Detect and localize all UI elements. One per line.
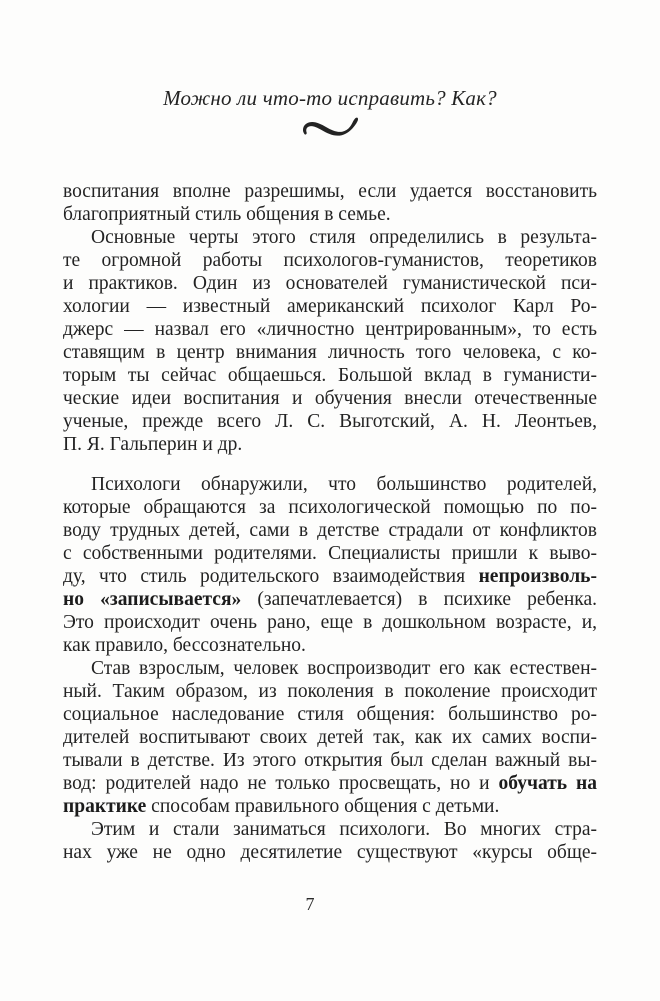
paragraph <box>63 473 597 657</box>
text-line: социальное наследование стиля общения: большинство ро- <box>63 704 597 725</box>
text-line: ный. Таким образом, из поколения в поколение происходит <box>63 681 597 702</box>
text-line: П. Я. Гальперин и др. <box>63 434 243 455</box>
text-line: торым ты сейчас общаешься. Большой вклад в гуманисти- <box>63 365 597 386</box>
text-line: благоприятный стиль общения в семье. <box>63 204 391 225</box>
text-line: с собственными родителями. Специалисты пришли к выво- <box>63 543 597 564</box>
text-line: Это происходит очень рано, еще в дошкольном возрасте, и, <box>63 612 597 633</box>
text-line: ученые, прежде всего Л. С. Выготский, А. Н. Леонтьев, <box>63 411 597 432</box>
text-line: но «записывается» (запечатлевается) в психике ребенка. <box>63 589 598 610</box>
text-line: ду, что стиль родительского взаимодействия непроизволь- <box>63 566 597 587</box>
text-line: Этим и стали заниматься психологи. Во многих стра- <box>91 819 597 840</box>
text-line: хологии — известный американский психолог Карл Ро- <box>63 296 597 317</box>
page-number: 7 <box>305 894 315 914</box>
paragraph <box>63 657 597 818</box>
running-head: Можно ли что-то исправить? Как? <box>163 86 497 110</box>
text-line: джерс — назвал его «личностно центрированным», то есть <box>63 319 597 340</box>
text-line: ческие идеи воспитания и обучения внесли отечественные <box>63 388 597 409</box>
text-line: дителей воспитывают своих детей так, как их самих воспи- <box>63 727 597 748</box>
text-line: вод: родителей надо не только просвещать, но и обучать на <box>63 773 597 794</box>
body-text <box>63 180 597 864</box>
text-line: Став взрослым, человек воспроизводит его как естествен- <box>91 658 597 679</box>
section-divider <box>63 114 597 145</box>
text-line: ставящим в центр внимания личность того человека, с ко- <box>63 342 597 363</box>
text-line: воспитания вполне разрешимы, если удается восстановить <box>63 181 597 202</box>
text-line: которые обращаются за психологической помощью по по- <box>63 497 597 518</box>
paragraph <box>63 226 597 456</box>
text-line: практике способам правильного общения с детьми. <box>63 796 500 817</box>
text-line: Основные черты этого стиля определились в результа- <box>91 227 597 248</box>
text-line: как правило, бессознательно. <box>63 635 306 656</box>
text-line: те огромной работы психологов-гуманистов, теоретиков <box>63 250 597 271</box>
text-line: и практиков. Один из основателей гуманистической пси- <box>63 273 597 294</box>
text-line: Психологи обнаружили, что большинство родителей, <box>91 474 597 495</box>
text-line: тывали в детстве. Из этого открытия был сделан важный вы- <box>63 750 597 771</box>
paragraph <box>63 180 597 226</box>
text-line: нах уже не одно десятилетие существуют «курсы обще- <box>63 842 597 863</box>
paragraph <box>63 818 597 864</box>
text-line: воду трудных детей, сами в детстве страдали от конфликтов <box>63 520 597 541</box>
tilde-swash-icon <box>301 114 359 140</box>
